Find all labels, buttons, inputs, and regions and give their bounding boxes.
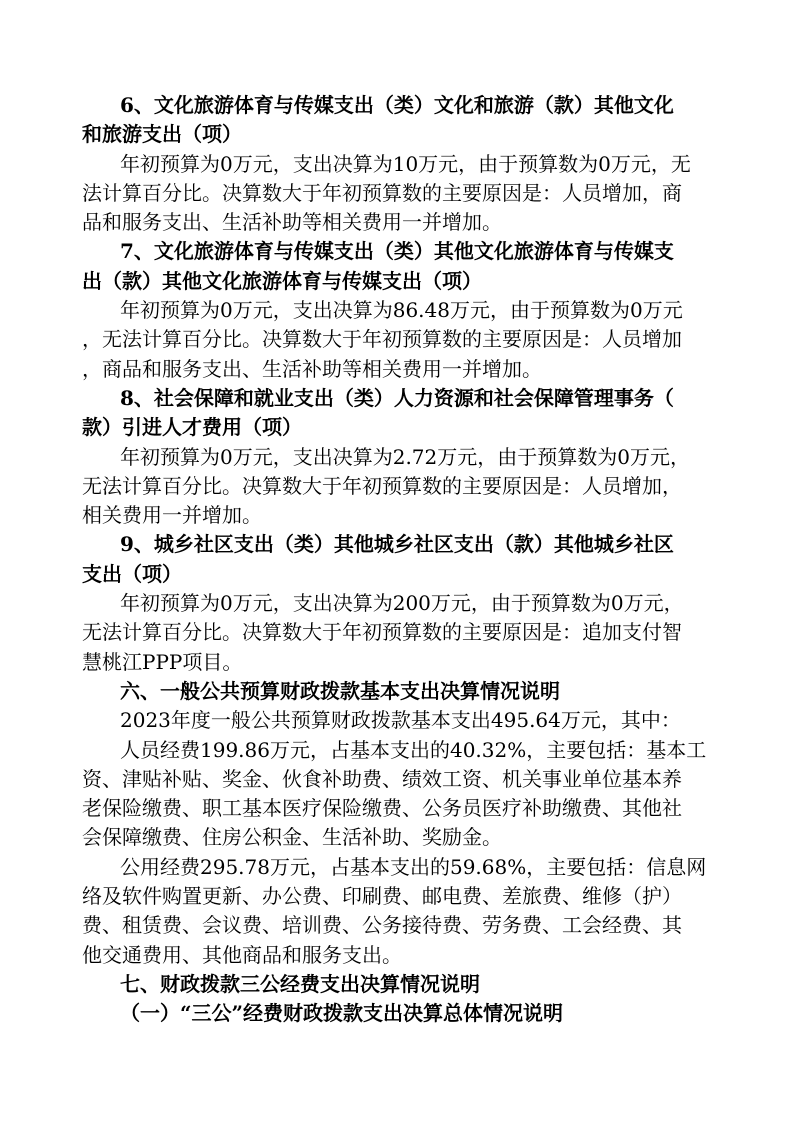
section-heading-line: 款）引进人才费用（项） (82, 415, 302, 440)
paragraph-line: 年初预算为0万元，支出决算为10万元，由于预算数为0万元，无 (120, 151, 691, 176)
section-heading-line: 七、财政拨款三公经费支出决算情况说明 (120, 971, 480, 996)
paragraph-line: 会保障缴费、住房公积金、生活补助、奖励金。 (82, 825, 502, 850)
paragraph-line: 资、津贴补贴、奖金、伙食补助费、绩效工资、机关事业单位基本养 (82, 766, 682, 791)
paragraph-line: ，商品和服务支出、生活补助等相关费用一并增加。 (82, 356, 542, 381)
section-heading-line: 六、一般公共预算财政拨款基本支出决算情况说明 (120, 678, 560, 703)
paragraph-line: ，无法计算百分比。决算数大于年初预算数的主要原因是：人员增加 (82, 327, 682, 352)
paragraph-line: 人员经费199.86万元，占基本支出的40.32%，主要包括：基本工 (120, 737, 707, 762)
paragraph-line: 法计算百分比。决算数大于年初预算数的主要原因是：人员增加，商 (82, 180, 682, 205)
section-heading-line: 8、社会保障和就业支出（类）人力资源和社会保障管理事务（ (120, 385, 674, 410)
section-heading-line: 9、城乡社区支出（类）其他城乡社区支出（款）其他城乡社区 (120, 532, 674, 557)
paragraph-line: 他交通费用、其他商品和服务支出。 (82, 942, 402, 967)
paragraph-line: 2023年度一般公共预算财政拨款基本支出495.64万元，其中： (120, 708, 681, 733)
paragraph-line: 公用经费295.78万元，占基本支出的59.68%，主要包括：信息网 (120, 854, 707, 879)
paragraph-line: 无法计算百分比。决算数大于年初预算数的主要原因是：追加支付智 (82, 620, 682, 645)
paragraph-line: 相关费用一并增加。 (82, 503, 262, 528)
paragraph-line: 络及软件购置更新、办公费、印刷费、邮电费、差旅费、维修（护） (82, 884, 682, 909)
paragraph-line: 品和服务支出、生活补助等相关费用一并增加。 (82, 210, 502, 235)
paragraph-line: 费、租赁费、会议费、培训费、公务接待费、劳务费、工会经费、其 (82, 913, 682, 938)
section-heading-line: 支出（项） (82, 561, 182, 586)
paragraph-line: 老保险缴费、职工基本医疗保险缴费、公务员医疗补助缴费、其他社 (82, 796, 682, 821)
paragraph-line: 慧桃江PPP项目。 (82, 649, 243, 674)
paragraph-line: 无法计算百分比。决算数大于年初预算数的主要原因是：人员增加， (82, 473, 682, 498)
paragraph-line: 年初预算为0万元，支出决算为200万元，由于预算数为0万元， (120, 591, 684, 616)
paragraph-line: 年初预算为0万元，支出决算为2.72万元，由于预算数为0万元， (120, 444, 690, 469)
section-heading-line: 和旅游支出（项） (82, 122, 242, 147)
section-heading-line: 7、文化旅游体育与传媒支出（类）其他文化旅游体育与传媒支 (120, 239, 674, 264)
section-heading-line: 出（款）其他文化旅游体育与传媒支出（项） (82, 268, 482, 293)
section-heading-line: 6、文化旅游体育与传媒支出（类）文化和旅游（款）其他文化 (120, 93, 674, 117)
section-heading-line: （一）“三公”经费财政拨款支出决算总体情况说明 (120, 1001, 564, 1026)
paragraph-line: 年初预算为0万元，支出决算为86.48万元，由于预算数为0万元 (120, 298, 683, 323)
